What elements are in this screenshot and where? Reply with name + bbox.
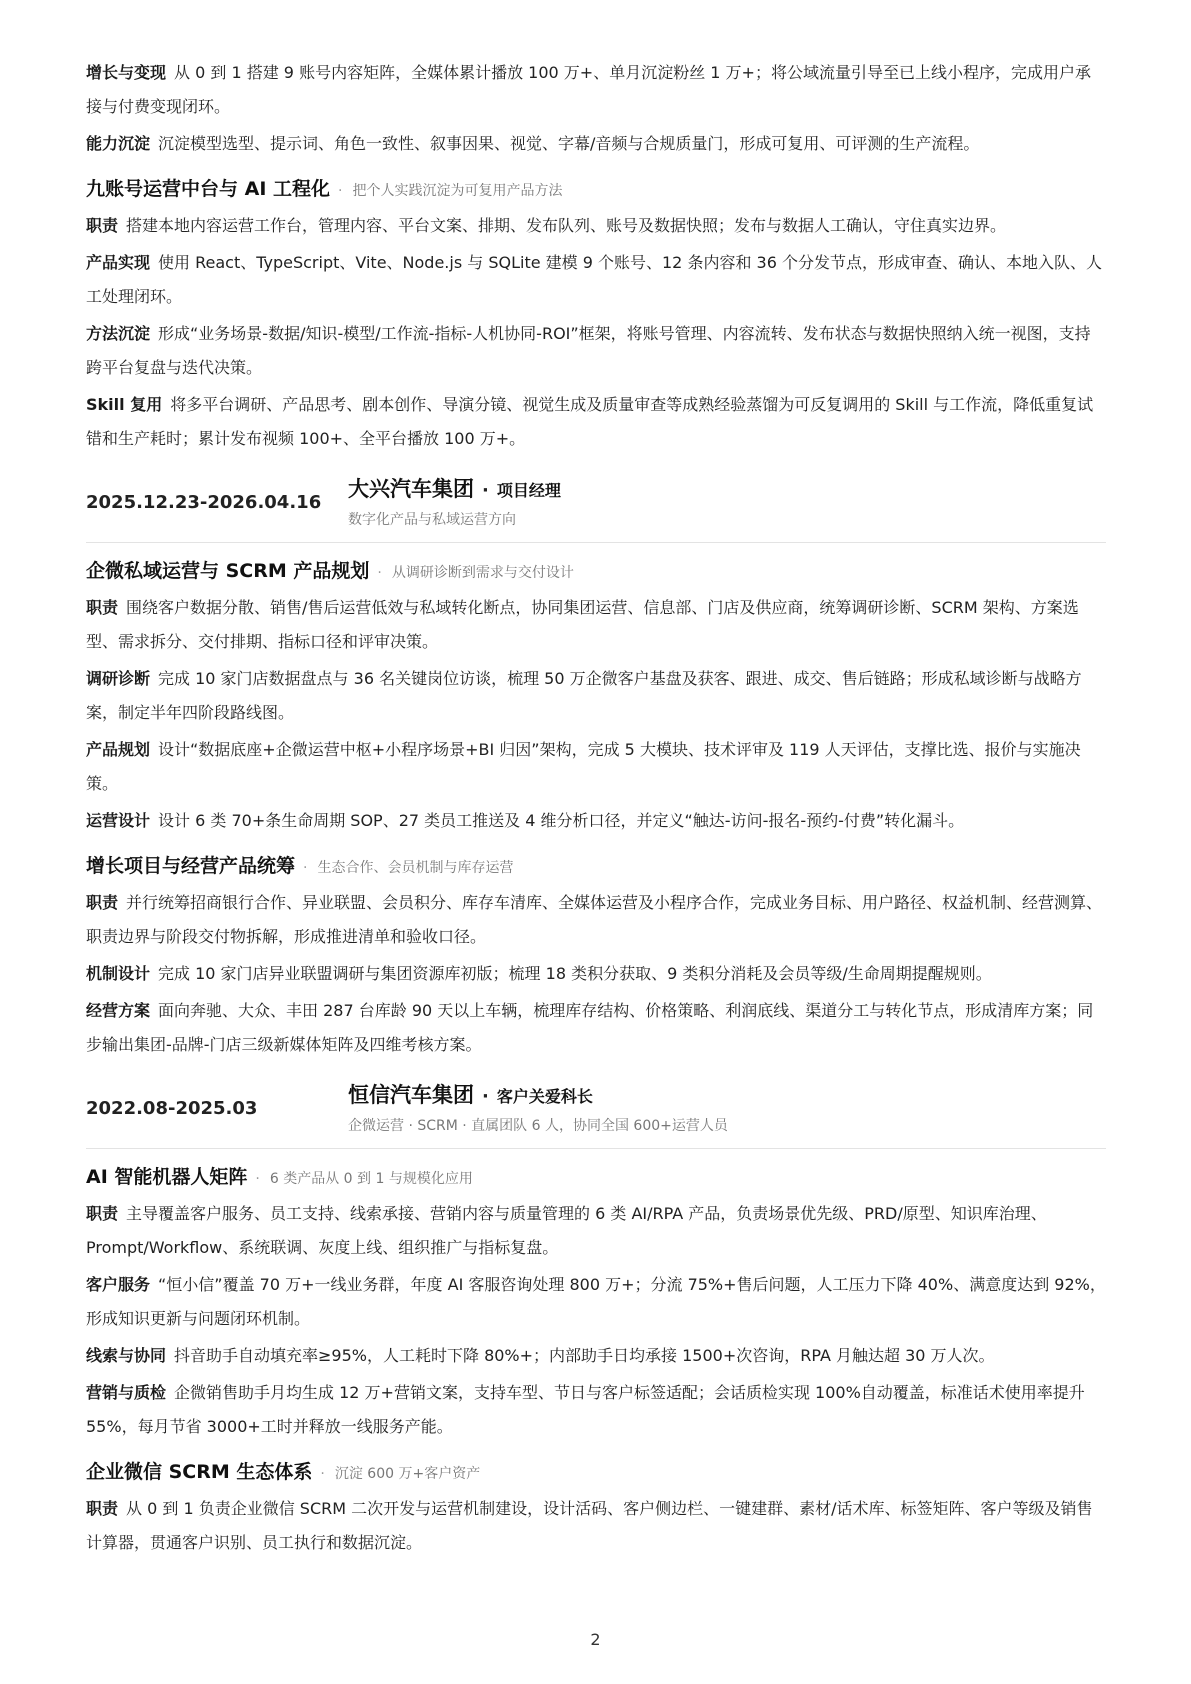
item-label: 经营方案 (86, 1001, 151, 1020)
scrm-item-ops (86, 804, 1106, 838)
item-text: 主导覆盖客户服务、员工支持、线索承接、营销内容与质量管理的 6 类 AI/RPA 产品，负责场景优先级、PRD/原型、知识库治理、Prompt/Workflow、系统联调、灰度上线、组织推广与指标复盘。 (86, 1204, 1047, 1257)
separator-dot: · (255, 1171, 260, 1187)
scrm-item-research (86, 662, 1106, 730)
company-name: 大兴汽车集团 (348, 477, 474, 501)
nine-item-duty (86, 209, 1106, 243)
item-text: 完成 10 家门店异业联盟调研与集团资源库初版；梳理 18 类积分获取、9 类积分消耗及会员等级/生命周期提醒规则。 (158, 964, 992, 983)
item-label: 职责 (86, 216, 119, 235)
project-heading-growth (86, 848, 1106, 886)
wecom-item-duty (86, 1492, 1106, 1560)
item-text: 并行统筹招商银行合作、异业联盟、会员积分、库存车清库、全媒体运营及小程序合作，完成业务目标、用户路径、权益机制、经营测算、职责边界与阶段交付物拆解，形成推进清单和验收口径。 (86, 893, 1103, 946)
item-label: 产品实现 (86, 253, 151, 272)
separator-dot: · (482, 480, 489, 501)
separator-dot: · (320, 1466, 325, 1482)
item-label: 职责 (86, 893, 119, 912)
growth-paragraph (86, 56, 1106, 124)
capability-label: 能力沉淀 (86, 134, 151, 153)
project-heading-wecom (86, 1454, 1106, 1492)
item-text: 面向奔驰、大众、丰田 287 台库龄 90 天以上车辆，梳理库存结构、价格策略、利润底线、渠道分工与转化节点，形成清库方案；同步输出集团-品牌-门店三级新媒体矩阵及四维考核方案。 (86, 1001, 1094, 1054)
ai-item-leads (86, 1339, 1106, 1373)
item-label: 职责 (86, 1499, 119, 1518)
separator-dot: · (303, 860, 308, 876)
item-text: 使用 React、TypeScript、Vite、Node.js 与 SQLite 建模 9 个账号、12 条内容和 36 个分发节点，形成审查、确认、本地入队、人工处理闭环。 (86, 253, 1102, 306)
job-date: 2025.12.23-2026.04.16 (86, 492, 322, 513)
page-number: 2 (590, 1630, 601, 1649)
item-text: 设计“数据底座+企微运营中枢+小程序场景+BI 归因”架构，完成 5 大模块、技术评审及 119 人天评估，支撑比选、报价与实施决策。 (86, 740, 1081, 793)
item-text: 围绕客户数据分散、销售/售后运营低效与私域转化断点，协同集团运营、信息部、门店及供应商，统筹调研诊断、SCRM 架构、方案选型、需求拆分、交付排期、指标口径和评审决策。 (86, 598, 1079, 651)
item-text: “恒小信”覆盖 70 万+一线业务群，年度 AI 客服咨询处理 800 万+；分流 75%+售后问题，人工压力下降 40%、满意度达到 92%，形成知识更新与问题闭环机制。 (86, 1275, 1106, 1328)
item-label: 职责 (86, 598, 119, 617)
scrm-item-planning (86, 733, 1106, 801)
nine-item-product (86, 246, 1106, 314)
separator-dot: · (338, 183, 343, 199)
growth-item-duty (86, 886, 1106, 954)
scrm-item-duty (86, 591, 1106, 659)
project-subtitle: 从调研诊断到需求与交付设计 (391, 565, 574, 581)
job-main (348, 472, 1106, 532)
item-label: 营销与质检 (86, 1383, 167, 1402)
separator-dot: · (377, 565, 382, 581)
growth-item-mechanism (86, 957, 1106, 991)
capability-paragraph (86, 127, 1106, 161)
job-main (348, 1078, 1106, 1138)
job-description: 数字化产品与私域运营方向 (348, 512, 516, 528)
job-title-line (348, 1078, 1106, 1114)
growth-item-plan (86, 994, 1106, 1062)
item-text: 抖音助手自动填充率≥95%，人工耗时下降 80%+；内部助手日均承接 1500+次咨询，RPA 月触达超 30 万人次。 (174, 1346, 995, 1365)
item-label: 客户服务 (86, 1275, 151, 1294)
job-role: 客户关爱科长 (496, 1087, 593, 1106)
growth-label: 增长与变现 (86, 63, 167, 82)
project-subtitle: 生态合作、会员机制与库存运营 (317, 860, 514, 876)
job-date: 2022.08-2025.03 (86, 1098, 258, 1119)
nine-item-skill (86, 388, 1106, 456)
separator-dot: · (482, 1086, 489, 1107)
project-title: 增长项目与经营产品统筹 (86, 855, 296, 877)
item-label: 线索与协同 (86, 1346, 167, 1365)
company-name: 恒信汽车集团 (348, 1083, 474, 1107)
resume-page (86, 56, 1106, 1563)
item-text: 从 0 到 1 负责企业微信 SCRM 二次开发与运营机制建设，设计活码、客户侧边栏、一键建群、素材/话术库、标签矩阵、客户等级及销售计算器，贯通客户识别、员工执行和数据沉淀。 (86, 1499, 1093, 1552)
project-heading-ai (86, 1159, 1106, 1197)
project-subtitle: 沉淀 600 万+客户资产 (334, 1466, 481, 1482)
ai-item-marketing (86, 1376, 1106, 1444)
item-label: 方法沉淀 (86, 324, 151, 343)
project-subtitle: 把个人实践沉淀为可复用产品方法 (352, 183, 563, 199)
ai-item-duty (86, 1197, 1106, 1265)
project-title: 企微私域运营与 SCRM 产品规划 (86, 560, 370, 582)
job-header-daxing (86, 472, 1106, 543)
item-text: 企微销售助手月均生成 12 万+营销文案，支持车型、节日与客户标签适配；会话质检实现 100%自动覆盖，标准话术使用率提升 55%，每月节省 3000+工时并释放一线服务产能。 (86, 1383, 1085, 1436)
project-title: 企业微信 SCRM 生态体系 (86, 1461, 313, 1483)
growth-text: 从 0 到 1 搭建 9 账号内容矩阵，全媒体累计播放 100 万+、单月沉淀粉丝 1 万+；将公域流量引导至已上线小程序，完成用户承接与付费变现闭环。 (86, 63, 1091, 116)
item-label: 调研诊断 (86, 669, 151, 688)
item-label: 运营设计 (86, 811, 151, 830)
nine-item-method (86, 317, 1106, 385)
item-text: 将多平台调研、产品思考、剧本创作、导演分镜、视觉生成及质量审查等成熟经验蒸馏为可反复调用的 Skill 与工作流，降低重复试错和生产耗时；累计发布视频 100+、全平台播放 100 万+。 (86, 395, 1094, 448)
project-title: 九账号运营中台与 AI 工程化 (86, 178, 331, 200)
job-description: 企微运营 · SCRM · 直属团队 6 人，协同全国 600+运营人员 (348, 1118, 728, 1134)
item-text: 形成“业务场景-数据/知识-模型/工作流-指标-人机协同-ROI”框架，将账号管理、内容流转、发布状态与数据快照纳入统一视图，支持跨平台复盘与迭代决策。 (86, 324, 1091, 377)
project-title: AI 智能机器人矩阵 (86, 1166, 248, 1188)
item-label: Skill 复用 (86, 395, 163, 414)
project-subtitle: 6 类产品从 0 到 1 与规模化应用 (269, 1171, 473, 1187)
job-role: 项目经理 (496, 481, 561, 500)
item-label: 职责 (86, 1204, 119, 1223)
job-header-hengxin (86, 1078, 1106, 1149)
item-text: 设计 6 类 70+条生命周期 SOP、27 类员工推送及 4 维分析口径，并定义“触达-访问-报名-预约-付费”转化漏斗。 (158, 811, 965, 830)
item-label: 产品规划 (86, 740, 151, 759)
capability-text: 沉淀模型选型、提示词、角色一致性、叙事因果、视觉、字幕/音频与合规质量门，形成可复用、可评测的生产流程。 (158, 134, 980, 153)
item-text: 搭建本地内容运营工作台，管理内容、平台文案、排期、发布队列、账号及数据快照；发布与数据人工确认，守住真实边界。 (126, 216, 1007, 235)
item-label: 机制设计 (86, 964, 151, 983)
project-heading-nine-accounts (86, 171, 1106, 209)
job-title-line (348, 472, 1106, 508)
project-heading-scrm (86, 553, 1106, 591)
item-text: 完成 10 家门店数据盘点与 36 名关键岗位访谈，梳理 50 万企微客户基盘及获客、跟进、成交、售后链路；形成私域诊断与战略方案，制定半年四阶段路线图。 (86, 669, 1082, 722)
ai-item-service (86, 1268, 1106, 1336)
